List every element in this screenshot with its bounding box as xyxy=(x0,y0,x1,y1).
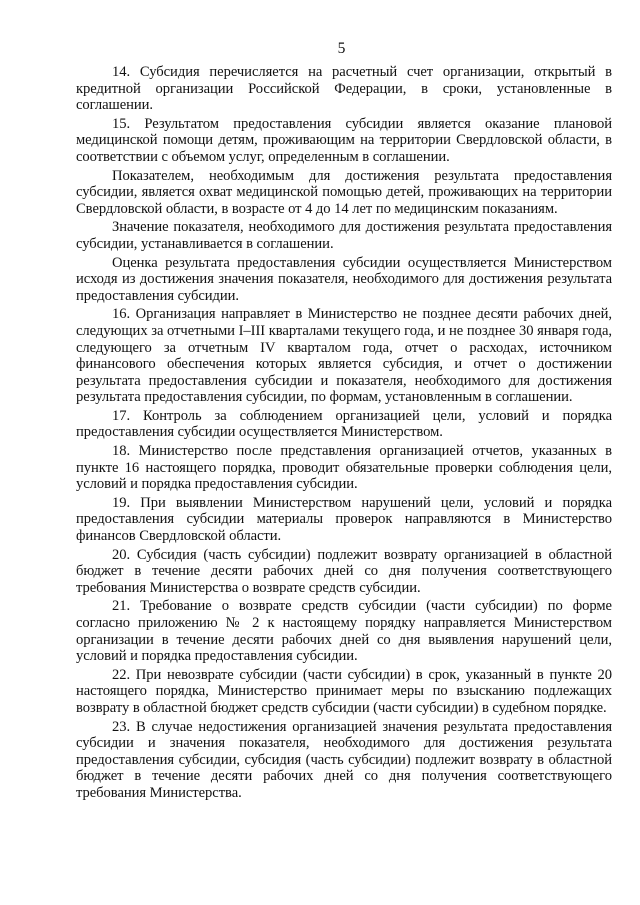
paragraph-15: 15. Результатом предоставления субсидии является оказание плановой медицинской помощи детям, проживающим на территории Свердловской области, в соответствии с объемом услуг, определенным в соглашении. xyxy=(76,115,612,165)
paragraph-indicator-value: Значение показателя, необходимого для достижения результата предоставления субсидии, устанавливается в соглашении. xyxy=(76,219,612,252)
paragraph-16: 16. Организация направляет в Министерство не позднее десяти рабочих дней, следующих за отчетными I–III кварталами текущего года, и не позднее 30 января года, следующего за отчетным IV кварталом года, отчет о расходах, источником финансового обеспечения которых является субсидия, и отчет о достижении результата предоставления субсидии и показателя, необходимого для достижения результата предоставления субсидии, по формам, установленным в соглашении. xyxy=(76,306,612,406)
paragraph-indicator: Показателем, необходимым для достижения результата предоставления субсидии, является охват медицинской помощью детей, проживающих на территории Свердловской области, в возрасте от 4 до 14 лет по медицинским показаниям. xyxy=(76,167,612,217)
paragraph-23: 23. В случае недостижения организацией значения результата предоставления субсидии и значения показателя, необходимого для достижения результата предоставления субсидии, субсидия (часть субсидии) подлежит возврату в областной бюджет в течение десяти рабочих дней со дня получения соответствующего требования Министерства. xyxy=(76,718,612,801)
page-number: 5 xyxy=(337,40,346,57)
document-body xyxy=(76,64,612,804)
paragraph-20: 20. Субсидия (часть субсидии) подлежит возврату организацией в областной бюджет в течение десяти рабочих дней со дня получения соответствующего требования Министерства о возврате средств субсидии. xyxy=(76,546,612,596)
paragraph-result-assessment: Оценка результата предоставления субсидии осуществляется Министерством исходя из достижения значения показателя, необходимого для достижения результата предоставления субсидии. xyxy=(76,254,612,304)
paragraph-17: 17. Контроль за соблюдением организацией цели, условий и порядка предоставления субсидии осуществляется Министерством. xyxy=(76,407,612,441)
paragraph-14: 14. Субсидия перечисляется на расчетный счет организации, открытый в кредитной организации Российской Федерации, в сроки, установленные в соглашении. xyxy=(76,64,612,114)
paragraph-21: 21. Требование о возврате средств субсидии (части субсидии) по форме согласно приложению № 2 к настоящему порядку направляется Министерством организации в течение десяти рабочих дней со дня выявления нарушений цели, условий и порядка предоставления субсидии. xyxy=(76,598,612,665)
paragraph-19: 19. При выявлении Министерством нарушений цели, условий и порядка предоставления субсидии материалы проверок направляются в Министерство финансов Свердловской области. xyxy=(76,494,612,545)
paragraph-22: 22. При невозврате субсидии (части субсидии) в срок, указанный в пункте 20 настоящего порядка, Министерство принимает меры по взысканию подлежащих возврату в областной бюджет средств субсидии (части субсидии) в судебном порядке. xyxy=(76,666,612,716)
paragraph-18: 18. Министерство после представления организацией отчетов, указанных в пункте 16 настоящего порядка, проводит обязательные проверки соблюдения цели, условий и порядка предоставления субсидии. xyxy=(76,443,612,493)
